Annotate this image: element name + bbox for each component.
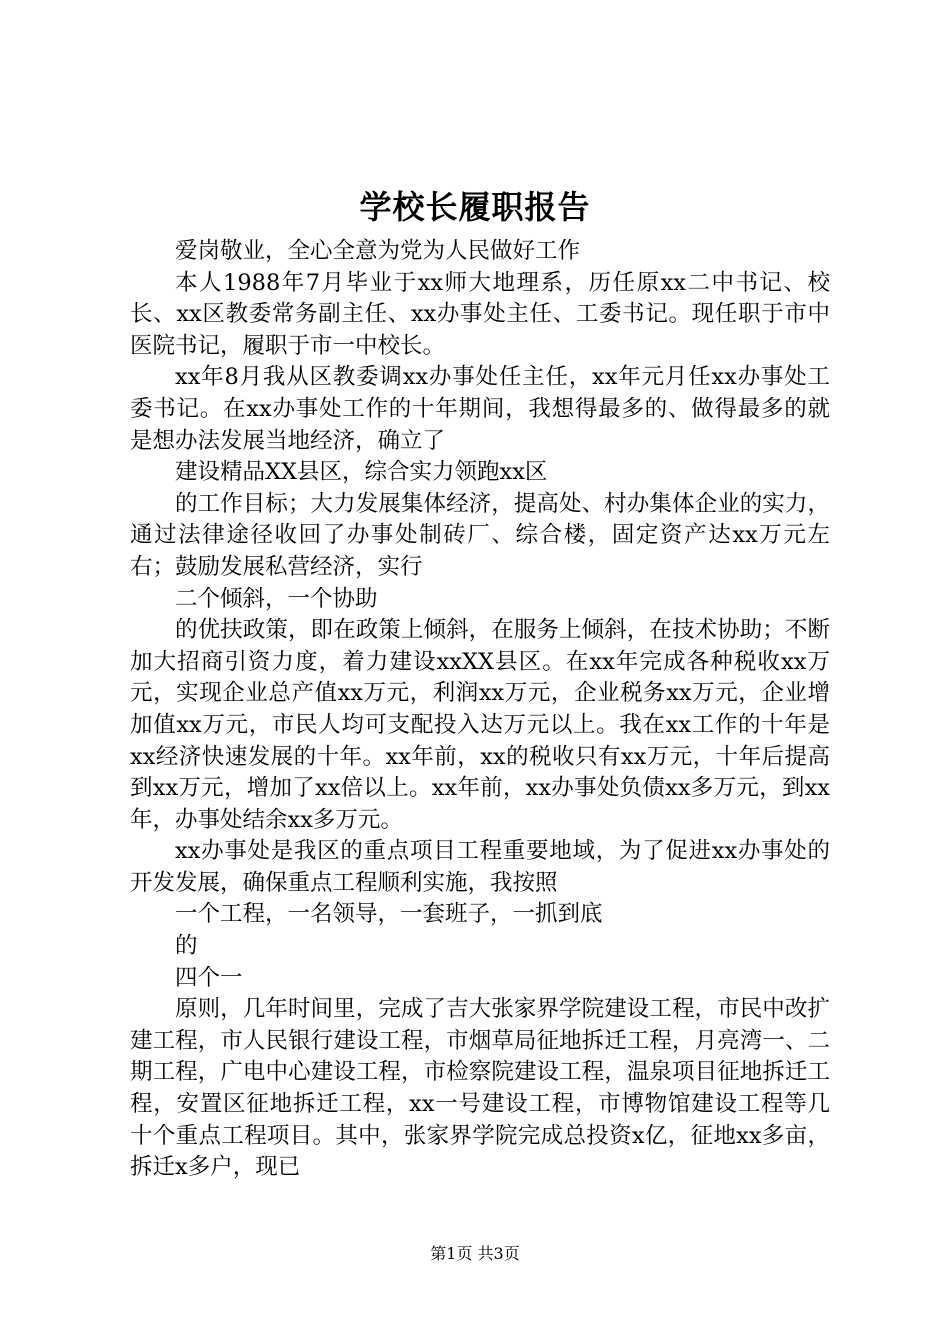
paragraph: 二个倾斜，一个协助 (175, 585, 378, 612)
paragraph: 的 (175, 933, 198, 960)
paragraph: xx办事处是我区的重点项目工程重要地域，为了促进xx办事处的开发发展，确保重点工程顺利实施，我按照 (130, 838, 830, 896)
paragraph: 四个一 (175, 964, 243, 991)
paragraph: 爱岗敬业，全心全意为党为人民做好工作 (175, 238, 581, 264)
document-body (130, 236, 830, 1184)
paragraph: 原则，几年时间里，完成了吉大张家界学院建设工程，市民中改扩建工程，市人民银行建设工程，市烟草局征地拆迁工程，月亮湾一、二期工程，广电中心建设工程，市检察院建设工程，温泉项目征地拆迁工程，安置区征地拆迁工程，xx一号建设工程，市博物馆建设工程等几十个重点工程项目。其中，张家界学院完成总投资x亿，征地xx多亩，拆迁x多户，现已 (130, 996, 830, 1181)
document-title: 学校长履职报告 (359, 188, 591, 226)
paragraph: 一个工程，一名领导，一套班子，一抓到底 (175, 901, 603, 928)
page-footer: 第1页 共3页 (430, 1244, 520, 1263)
paragraph: 建设精品XX县区，综合实力领跑xx区 (175, 459, 548, 486)
paragraph: 的工作目标；大力发展集体经济，提高处、村办集体企业的实力，通过法律途径收回了办事处制砖厂、综合楼，固定资产达xx万元左右；鼓励发展私营经济，实行 (130, 490, 830, 580)
paragraph: 的优扶政策，即在政策上倾斜，在服务上倾斜，在技术协助；不断加大招商引资力度，着力建设xxXX县区。在xx年完成各种税收xx万元，实现企业总产值xx万元，利润xx万元，企业税务xx万元，企业增加值xx万元，市民人均可支配投入达万元以上。我在xx工作的十年是xx经济快速发展的十年。xx年前，xx的税收只有xx万元，十年后提高到xx万元，增加了xx倍以上。xx年前，xx办事处负债xx多万元，到xx年，办事处结余xx多万元。 (130, 617, 830, 833)
paragraph: 本人1988年7月毕业于xx师大地理系，历任原xx二中书记、校长、xx区教委常务副主任、xx办事处主任、工委书记。现任职于市中医院书记，履职于市一中校长。 (130, 269, 830, 359)
paragraph: xx年8月我从区教委调xx办事处任主任，xx年元月任xx办事处工委书记。在xx办事处工作的十年期间，我想得最多的、做得最多的就是想办法发展当地经济，确立了 (130, 364, 830, 454)
